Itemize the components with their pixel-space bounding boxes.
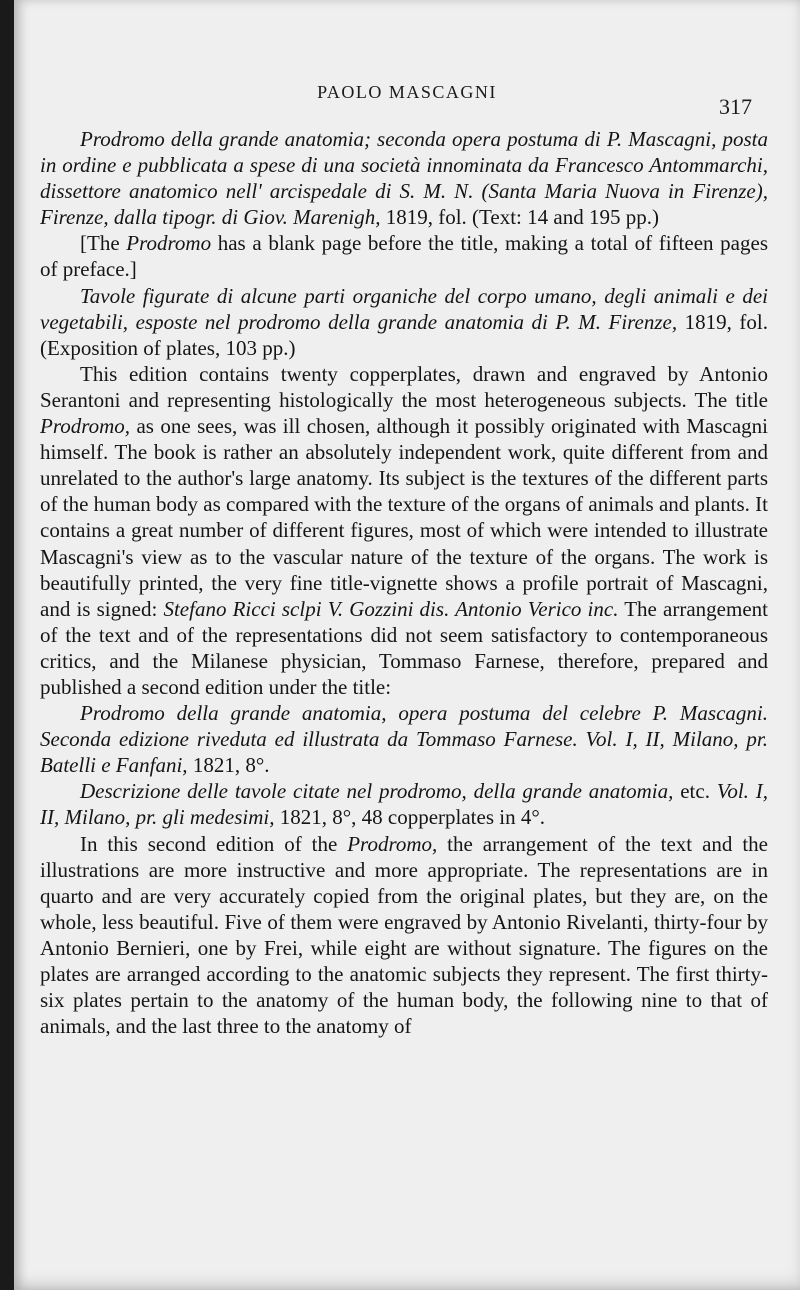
citation-details: 1819, fol. (Text: 14 and 195 pp.)	[380, 205, 659, 230]
citation-title: Descrizione delle tavole citate nel prodromo, della grande anatomia,	[80, 779, 674, 804]
paragraph-prodromo-citation	[40, 126, 768, 230]
citation-details: 1819, fol. (Exposition of plates, 103 pp.)	[40, 309, 769, 360]
paragraph-second-edition-citation	[40, 700, 768, 778]
note-title: Prodromo	[126, 231, 212, 256]
vignette-signature: Stefano Ricci sclpi V. Gozzini dis. Antonio Verico inc.	[163, 596, 619, 621]
body-text	[40, 126, 768, 1039]
citation-details: 1821, 8°, 48 copperplates in 4°.	[274, 805, 545, 830]
paragraph-preface-note	[40, 230, 768, 282]
book-page	[14, 0, 800, 1290]
description-title: Prodromo,	[40, 414, 131, 439]
page-number: 317	[719, 94, 752, 119]
description-text: In this second edition of the	[80, 831, 348, 856]
running-head: PAOLO MASCAGNI	[317, 82, 497, 102]
citation-etc: etc.	[673, 779, 717, 804]
paragraph-descrizione-citation	[40, 778, 768, 830]
citation-volumes: Vol. I, II, Milano, pr. gli medesimi,	[40, 779, 768, 830]
citation-title: Tavole figurate di alcune parti organiche del corpo umano, degli animali e dei vegetabili, esposte nel prodromo della grande anatomia di P. M. Firenze,	[40, 283, 768, 334]
description-text-end: the arrangement of the text and the illustrations are more instructive and more appropriate. The representations are in quarto and are very accurately copied from the original plates, but they are, on the whole, less beautiful. Five of them were engraved by Antonio Rivelanti, thirty-four by Antonio Bernieri, one by Frei, while eight are without signature. The figures on the plates are arranged according to the anatomic subjects they represent. The first thirty-six plates pertain to the anatomy of the human body, the following nine to that of animals, and the last three to the anatomy of	[40, 831, 768, 1039]
citation-title: Prodromo della grande anatomia; seconda opera postuma di P. Mascagni, posta in ordine e pubblicata a spese di una società innominata da Francesco Antommarchi, dissettore anatomico nell' arcispedale di S. M. N. (Santa Maria Nuova in Firenze), Firenze, dalla tipogr. di Giov. Marenigh,	[40, 127, 768, 230]
description-text-middle: as one sees, was ill chosen, although it possibly originated with Mascagni himself. The book is rather an absolutely independent work, quite different from and unrelated to the author's large anatomy. Its subject is the textures of the different parts of the human body as compared with the texture of the organs of animals and plants. It contains a great number of different figures, most of which were intended to illustrate Mascagni's view as to the vascular nature of the texture of the organs. The work is beautifully printed, the very fine title-vignette shows a profile portrait of Mascagni, and is signed:	[40, 414, 769, 621]
note-text-end: has a blank page before the title, making a total of fifteen pages of preface.]	[40, 231, 768, 282]
description-text: This edition contains twenty copperplates, drawn and engraved by Antonio Serantoni and representing histologically the most heterogeneous subjects. The title	[40, 361, 768, 412]
page-header	[14, 82, 800, 119]
paragraph-tavole-citation	[40, 283, 768, 361]
note-text: [The	[80, 231, 127, 256]
paragraph-second-edition-description	[40, 831, 768, 1040]
paragraph-edition-description	[40, 361, 768, 700]
citation-title: Prodromo della grande anatomia, opera postuma del celebre P. Mascagni. Seconda edizione riveduta ed illustrata da Tommaso Farnese. Vol. I, II, Milano, pr. Batelli e Fanfani,	[40, 701, 768, 778]
citation-details: 1821, 8°.	[187, 753, 270, 778]
description-title: Prodromo,	[347, 831, 438, 856]
description-text-end: The arrangement of the text and of the representations did not seem satisfactory to contemporaneous critics, and the Milanese physician, Tommaso Farnese, therefore, prepared and published a second edition under the title:	[40, 596, 768, 699]
